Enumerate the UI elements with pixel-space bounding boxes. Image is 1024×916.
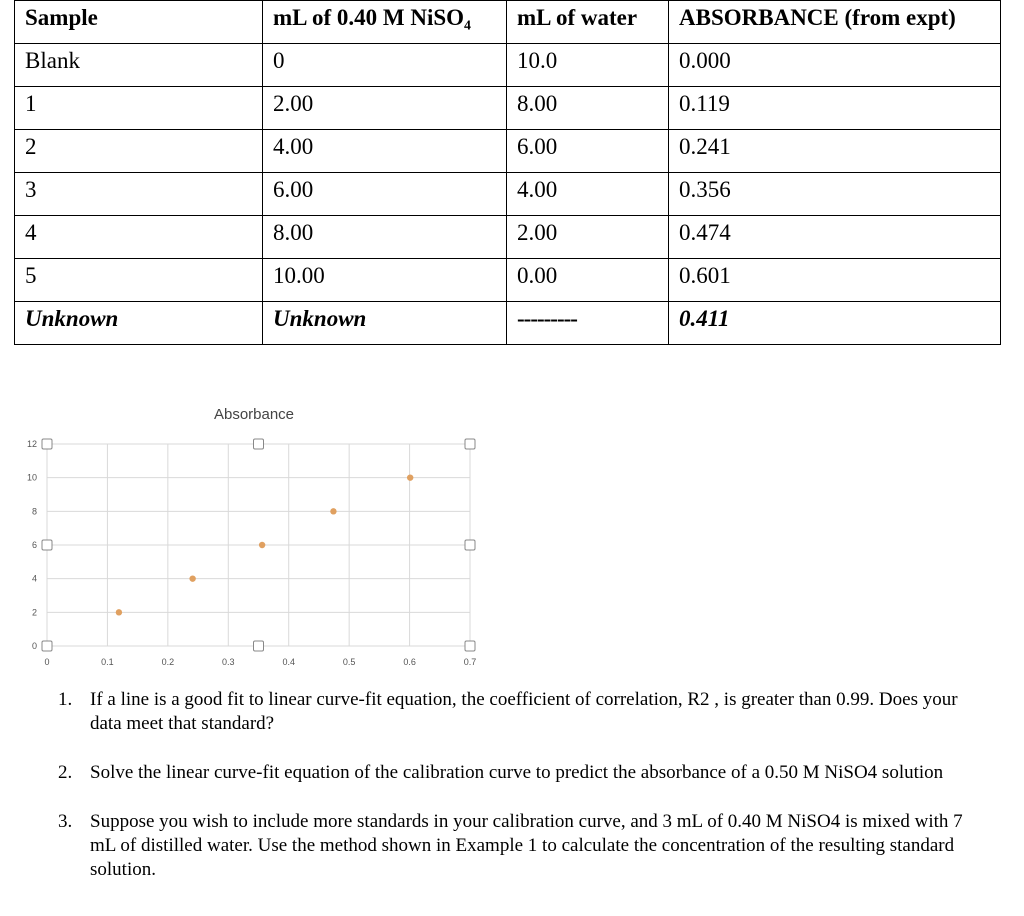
- table-cell: Unknown: [15, 302, 263, 345]
- resize-handle[interactable]: [42, 540, 52, 550]
- question-text: Suppose you wish to include more standards in your calibration curve, and 3 mL of 0.40 M NiSO4 is mixed with 7 mL of distilled water. Use the method shown in Example 1 to calculate the concentration of the resulting standard solution.: [90, 811, 963, 880]
- table-cell: 0.356: [669, 173, 1001, 216]
- resize-handle[interactable]: [254, 641, 264, 651]
- chart-ticks: [27, 439, 476, 667]
- y-tick-label: 8: [31, 506, 37, 517]
- table-cell: 4.00: [263, 130, 507, 173]
- table-cell: 0.119: [669, 87, 1001, 130]
- resize-handle[interactable]: [465, 439, 475, 449]
- table-cell: 2.00: [507, 216, 669, 259]
- table-cell: 10.0: [507, 44, 669, 87]
- y-tick-label: 2: [31, 607, 37, 618]
- y-tick-label: 0: [31, 641, 37, 651]
- x-tick-label: 0.3: [222, 657, 235, 667]
- data-point: [259, 542, 265, 548]
- question-number: 2.: [58, 762, 73, 783]
- chart-title: Absorbance: [213, 406, 295, 423]
- resize-handle[interactable]: [42, 641, 52, 651]
- table-cell: 0.241: [669, 130, 1001, 173]
- x-tick-label: 0.6: [403, 657, 416, 667]
- table-row: [15, 216, 1001, 259]
- table-cell: 8.00: [263, 216, 507, 259]
- x-tick-label: 0.1: [101, 657, 114, 667]
- table-row: [15, 173, 1001, 216]
- header-sample: Sample: [15, 1, 263, 44]
- resize-handle[interactable]: [465, 641, 475, 651]
- table-cell: 2: [15, 130, 263, 173]
- table-cell: 6.00: [263, 173, 507, 216]
- data-point: [407, 474, 413, 480]
- header-ml-niso4: mL of 0.40 M NiSO₄: [263, 1, 507, 44]
- x-tick-label: 0.4: [282, 657, 295, 667]
- table-cell: 0.474: [669, 216, 1001, 259]
- data-point: [189, 575, 195, 581]
- table-cell: 2.00: [263, 87, 507, 130]
- table-cell: 0.000: [669, 44, 1001, 87]
- y-tick-label: 4: [31, 573, 37, 584]
- table-cell: Blank: [15, 44, 263, 87]
- resize-handle[interactable]: [254, 439, 264, 449]
- question-number: 1.: [58, 689, 73, 710]
- table-row: [15, 87, 1001, 130]
- table-header-row: [15, 1, 1001, 44]
- table-cell: 1: [15, 87, 263, 130]
- absorbance-chart[interactable]: [0, 396, 500, 676]
- question-text: Solve the linear curve-fit equation of the calibration curve to predict the absorbance of a 0.50 M NiSO4 solution: [90, 762, 944, 783]
- table-cell: ---------: [507, 302, 669, 345]
- question-item: [58, 810, 990, 882]
- table-row: [15, 44, 1001, 87]
- table-cell: 0: [263, 44, 507, 87]
- resize-handle[interactable]: [42, 439, 52, 449]
- x-tick-label: 0.5: [342, 657, 356, 667]
- y-tick-label: 6: [31, 540, 37, 550]
- question-item: [58, 761, 990, 785]
- question-item: [58, 688, 990, 736]
- x-tick-label: 0: [44, 657, 50, 667]
- data-point: [116, 609, 122, 615]
- table-cell: 4.00: [507, 173, 669, 216]
- y-tick-label: 12: [26, 439, 37, 449]
- header-ml-water: mL of water: [507, 1, 669, 44]
- table-cell: 10.00: [263, 259, 507, 302]
- table-row: [15, 259, 1001, 302]
- table-cell: 5: [15, 259, 263, 302]
- chart-grid: [47, 444, 470, 646]
- question-number: 3.: [58, 811, 73, 832]
- table-cell: 0.601: [669, 259, 1001, 302]
- table-row-unknown: [15, 302, 1001, 345]
- question-list: [0, 688, 990, 907]
- table-cell: 8.00: [507, 87, 669, 130]
- header-absorbance: ABSORBANCE (from expt): [669, 1, 1001, 44]
- data-point: [330, 508, 336, 514]
- resize-handle[interactable]: [465, 540, 475, 550]
- data-table: [14, 0, 1001, 345]
- y-tick-label: 10: [26, 472, 37, 483]
- x-tick-label: 0.2: [161, 657, 175, 667]
- table-cell: 4: [15, 216, 263, 259]
- table-cell: 6.00: [507, 130, 669, 173]
- table-cell: 0.411: [669, 302, 1001, 345]
- table-row: [15, 130, 1001, 173]
- table-cell: 3: [15, 173, 263, 216]
- x-tick-label: 0.7: [463, 657, 477, 667]
- question-text: If a line is a good fit to linear curve-fit equation, the coefficient of correlation, R2 , is greater than 0.99. Does your data meet that standard?: [90, 689, 958, 734]
- table-cell: 0.00: [507, 259, 669, 302]
- table-cell: Unknown: [263, 302, 507, 345]
